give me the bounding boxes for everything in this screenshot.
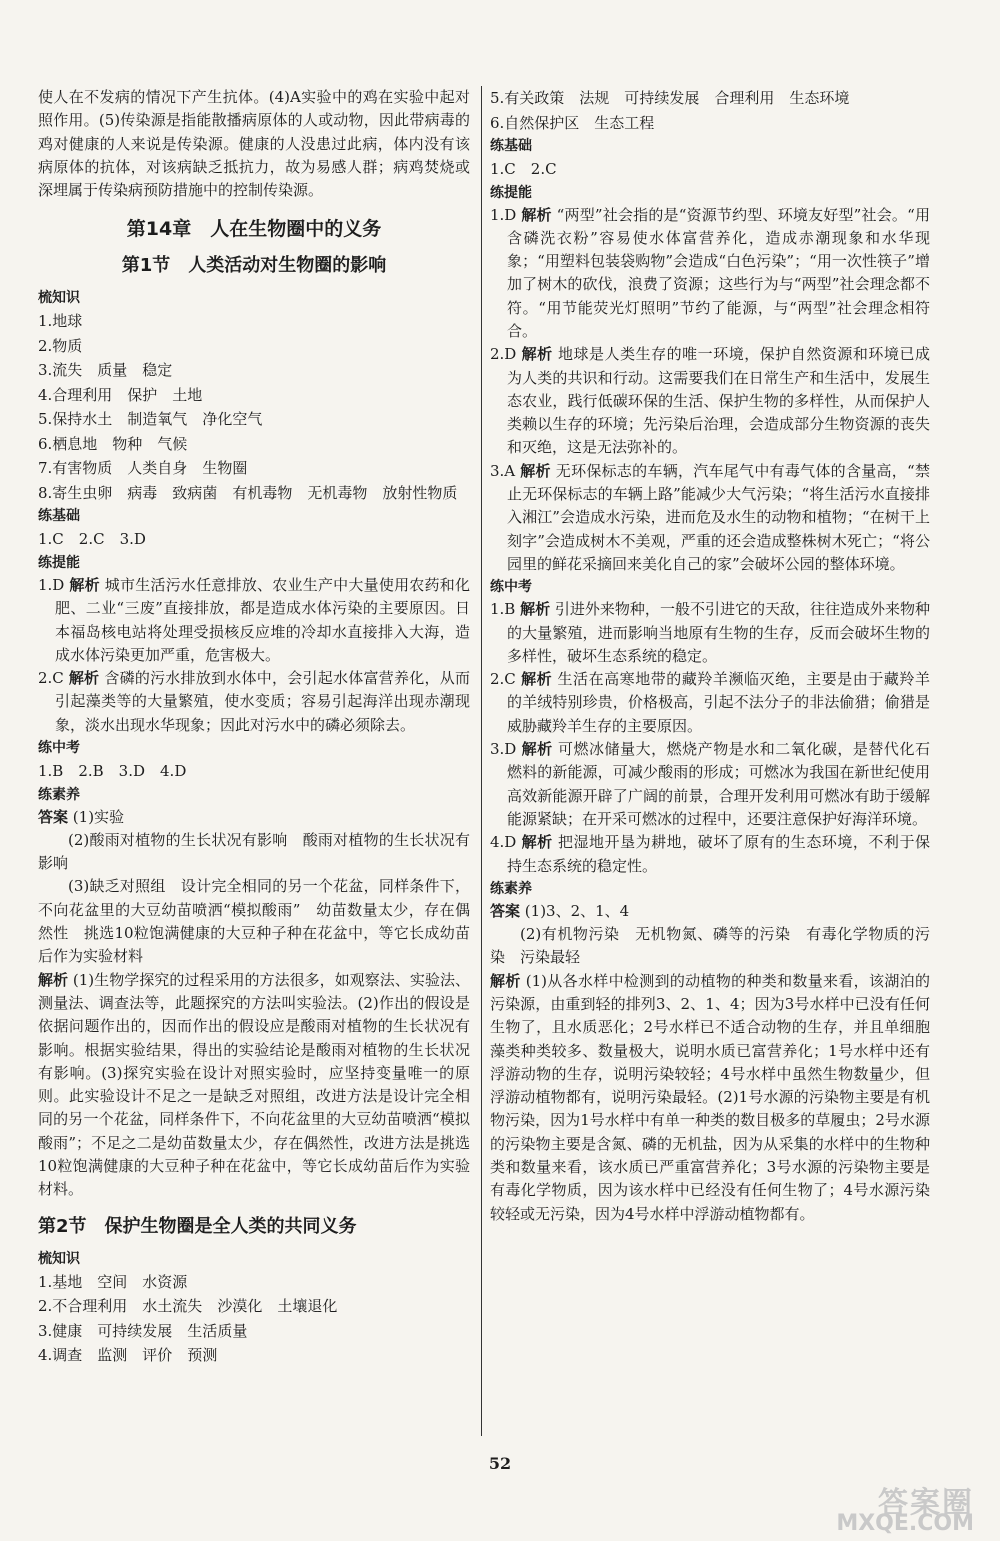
knowledge-list — [38, 309, 470, 505]
analysis-text: “两型”社会指的是“资源节约型、环境友好型”社会。“用含磷洗衣粉”容易使水体富营养化，造成赤潮现象和水华现象；“用塑料包装袋购物”会造成“白色污染”；“用一次性筷子”增加了树木的砍伐，浪费了资源；这些行为与“两型”社会理念都不符。“用节能荧光灯照明”节约了能源，与“两型”社会理念相符合。 — [507, 205, 930, 340]
answer-number: 2.C — [490, 670, 516, 689]
heading-lian-tineng: 练提能 — [490, 184, 532, 201]
answer-number: 2.D — [490, 345, 517, 364]
analysis-label: 解析 — [521, 670, 553, 689]
analysis-text: 城市生活污水任意排放、农业生产中大量使用农药和化肥、二业“三废”直接排放，都是造成水体污染的主要原因。日本福岛核电站将处理受损核反应堆的冷却水直接排入大海，造成水体污染更加严重，危害极大。 — [55, 575, 470, 664]
list-item: 5.保持水土 制造氧气 净化空气 — [38, 410, 263, 429]
answer-item — [490, 738, 930, 831]
analysis-text: 地球是人类生存的唯一环境，保护自然资源和环境已成为人类的共识和行动。这需要我们在日常生产和生活中，发展生态农业，践行低碳环保的生活、保护生物的多样性，从而保护人类赖以生存的环境；先污染后治理，会造成部分生物资源的丧失和灭绝，这是无法弥补的。 — [507, 345, 930, 457]
answer-text: (1)3、2、1、4 — [524, 901, 630, 920]
analysis-block — [490, 970, 930, 1226]
left-column — [38, 86, 470, 1368]
answer-number: 1.D — [490, 205, 517, 224]
analysis-label: 解析 — [521, 205, 552, 224]
answer-number: 4.D — [490, 833, 517, 852]
answer-block — [490, 900, 930, 923]
analysis-label: 解析 — [68, 669, 100, 688]
answer-item — [38, 574, 470, 667]
answer-text: (1)实验 — [72, 807, 125, 826]
answer-text: (2)酸雨对植物的生长状况有影响 酸雨对植物的生长状况有影响 — [38, 830, 470, 873]
answer-line: 1.C 2.C — [490, 160, 557, 178]
answer-number: 3.D — [490, 740, 517, 759]
list-item: 8.寄生虫卵 病毒 致病菌 有机毒物 无机毒物 放射性物质 — [38, 483, 458, 502]
answer-number: 2.C — [38, 669, 64, 688]
heading-lian-suyang: 练素养 — [490, 880, 532, 897]
watermark-logo: 答案圈 — [878, 1486, 974, 1521]
knowledge-list — [38, 1270, 470, 1368]
heading-lian-zhongkao: 练中考 — [490, 579, 532, 596]
analysis-text: 生活在高寒地带的藏羚羊濒临灭绝，主要是由于藏羚羊的羊绒特别珍贵，价格极高，引起不法分子的非法偷猎；偷猎是威胁藏羚羊生存的主要原因。 — [507, 670, 930, 735]
heading-lian-zhongkao: 练中考 — [38, 740, 80, 757]
heading-lian-tineng: 练提能 — [38, 554, 80, 571]
answer-number: 1.B — [490, 600, 516, 619]
chapter-title: 第14章 人在生物圈中的义务 — [126, 218, 382, 241]
watermark — [802, 1478, 974, 1536]
section-title: 第1节 人类活动对生物圈的影响 — [121, 255, 387, 277]
list-item: 3.流失 质量 稳定 — [38, 361, 173, 380]
answer-line: 1.B 2.B 3.D 4.D — [38, 762, 187, 781]
answer-item — [490, 204, 930, 344]
answer-label: 答案 — [490, 901, 521, 920]
answer-line: 1.C 2.C 3.D — [38, 530, 146, 549]
analysis-text: 含磷的污水排放到水体中，会引起水体富营养化，从而引起藻类等的大量繁殖，使水变质；容易引起海洋出现赤潮现象，淡水出现水华现象；因此对污水中的磷必须除去。 — [55, 669, 470, 734]
list-item: 4.合理利用 保护 土地 — [38, 385, 203, 404]
answer-text: (3)缺乏对照组 设计完全相同的另一个花盆，同样条件下，不向花盆里的大豆幼苗喷洒“模拟酸雨” 幼苗数量太少，存在偶然性 挑选10粒饱满健康的大豆种子种在花盆中，等它长成幼苗后作为实验材料 — [38, 877, 470, 966]
answer-item — [490, 668, 930, 738]
analysis-label: 解析 — [490, 971, 521, 990]
answer-item — [490, 343, 930, 459]
analysis-label: 解析 — [38, 970, 69, 989]
answer-number: 1.D — [38, 575, 65, 594]
page-number: 52 — [488, 1454, 512, 1473]
answer-block — [38, 806, 470, 829]
heading-lian-suyang: 练素养 — [38, 786, 80, 803]
list-item: 2.物质 — [38, 336, 83, 355]
list-item: 1.地球 — [38, 312, 83, 331]
answer-item — [38, 667, 470, 737]
list-item: 6.自然保护区 生态工程 — [490, 113, 655, 132]
analysis-block — [38, 969, 470, 1202]
answer-item — [490, 831, 930, 878]
list-item: 2.不合理利用 水土流失 沙漠化 土壤退化 — [38, 1297, 338, 1316]
watermark-url: MXQE.COM — [836, 1511, 974, 1536]
list-item: 6.栖息地 物种 气候 — [38, 434, 188, 453]
answer-label: 答案 — [38, 807, 69, 826]
answer-number: 3.A — [490, 461, 516, 480]
column-divider — [481, 86, 482, 1436]
right-column — [490, 86, 930, 1226]
heading-shu-zhishi: 梳知识 — [38, 290, 80, 307]
analysis-text: 可燃冰储量大，燃烧产物是水和二氧化碳，是替代化石燃料的新能源，可减少酸雨的形成；可燃冰为我国在新世纪使用高效新能源开辟了广阔的前景，合理开发利用可燃冰有助于缓解能源紧缺；在开采可燃冰的过程中，还要注意保护好海洋环境。 — [507, 740, 930, 828]
analysis-text: 无环保标志的车辆，汽车尾气中有毒气体的含量高，“禁止无环保标志的车辆上路”能减少大气污染；“将生活污水直接排入湘江”会造成水污染，进而危及水生的动物和植物；“在树干上刻字”会造成树木不美观，严重的还会造成整株树木死亡；“将公园里的鲜花采摘回来美化自己的家”会破坏公园的整体环境。 — [507, 461, 930, 573]
analysis-label: 解析 — [520, 600, 551, 619]
analysis-label: 解析 — [520, 461, 551, 480]
carryover-paragraph: 使人在不发病的情况下产生抗体。(4)A实验中的鸡在实验中起对照作用。(5)传染源是指能散播病原体的人或动物，因此带病毒的鸡对健康的人来说是传染源。健康的人没患过此病，体内没有该病原体的抗体，对该病缺乏抵抗力，故为易感人群；病鸡焚烧或深埋属于传染病预防措施中的控制传染源。 — [38, 88, 470, 200]
analysis-label: 解析 — [69, 575, 100, 594]
list-item: 4.调查 监测 评价 预测 — [38, 1346, 218, 1365]
section-title: 第2节 保护生物圈是全人类的共同义务 — [38, 1215, 357, 1237]
analysis-text: (1)生物学探究的过程采用的方法很多，如观察法、实验法、测量法、调查法等，此题探究的方法叫实验法。(2)作出的假设是依据问题作出的，因而作出的假设应是酸雨对植物的生长状况有影响。根据实验结果，得出的实验结论是酸雨对植物的生长状况有影响。(3)探究实验在设计对照实验时，应坚持变量唯一的原则。此实验设计不足之一是缺乏对照组，改进方法是设计完全相同的另一个花盆，同样条件下，不向花盆里的大豆幼苗喷洒“模拟酸雨”；不足之二是幼苗数量太少，存在偶然性，改进方法是挑选10粒饱满健康的大豆种子种在花盆中，等它长成幼苗后作为实验材料。 — [38, 970, 470, 1199]
analysis-text: (1)从各水样中检测到的动植物的种类和数量来看，该湖泊的污染源，由重到轻的排列3、2、1、4；因为3号水样中已没有任何生物了，且水质恶化；2号水样已不适合动物的生存，并且单细胞藻类种类较多、数量极大，说明水质已富营养化；1号水样中还有浮游动物的生存，说明污染较轻；4号水样中虽然生物数量少，但浮游动植物都有，说明污染最轻。(2)1号水源的污染物主要是有机物污染，因为1号水样中有单一种类的数目极多的草履虫；2号水源的污染物主要是含氮、磷的无机盐，因为从采集的水样中的生物种类和数量来看，该水质已严重富营养化；3号水源的污染物主要是有毒化学物质，因为该水样中已经没有任何生物了；4号水源污染较轻或无污染，因为4号水样中浮游动植物都有。 — [490, 971, 930, 1223]
heading-lian-jichu: 练基础 — [490, 138, 532, 154]
analysis-label: 解析 — [521, 833, 553, 852]
heading-shu-zhishi: 梳知识 — [38, 1250, 80, 1267]
list-item: 7.有害物质 人类自身 生物圈 — [38, 459, 248, 478]
answer-text: (2)有机物污染 无机物氮、磷等的污染 有毒化学物质的污染 污染最轻 — [490, 925, 930, 967]
list-item: 3.健康 可持续发展 生活质量 — [38, 1321, 248, 1340]
answer-item — [490, 460, 930, 576]
list-item: 5.有关政策 法规 可持续发展 合理利用 生态环境 — [490, 89, 850, 107]
answer-item — [490, 598, 930, 668]
analysis-label: 解析 — [521, 345, 553, 364]
analysis-text: 把湿地开垦为耕地，破坏了原有的生态环境，不利于保持生态系统的稳定性。 — [507, 833, 930, 875]
list-item: 1.基地 空间 水资源 — [38, 1272, 188, 1291]
analysis-label: 解析 — [521, 740, 553, 759]
heading-lian-jichu: 练基础 — [38, 508, 80, 525]
analysis-text: 引进外来物种，一般不引进它的天敌，往往造成外来物种的大量繁殖，进而影响当地原有生物的生存，反而会破坏生物的多样性，破坏生态系统的稳定。 — [507, 600, 930, 665]
